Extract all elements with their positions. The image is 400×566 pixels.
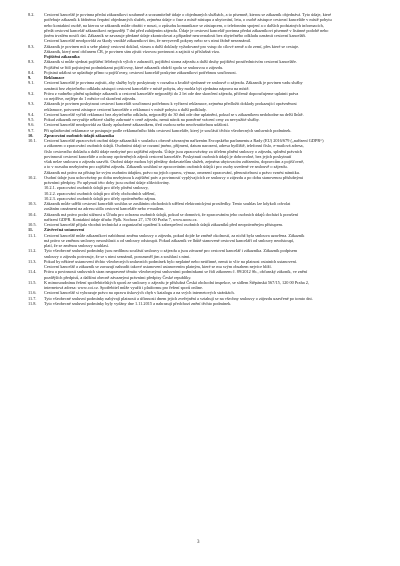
clause-text-line: Zákazník má právo podat stížnost u Úřadu pro ochranu osobních údajů, pokud se domnívá, že zpracováním jeho osobních údajů dochází k porušení — [44, 211, 299, 217]
clause-number: 10.5. — [28, 222, 37, 227]
clause-text-line: však nelze smlouvu o zájezdu uzavřít. Osobní údaje mohou být předány dodavatelům služeb, zejména ubytovacím zařízením, dopravcům a pojišťovně, — [44, 159, 305, 164]
clause-text-line: Práva a povinnosti smluvních stran neupravené těmito všeobecnými smluvními podmínkami se řídí zákonem č. 89/2012 Sb., občanský zákoník, ve znění — [44, 269, 308, 275]
clause-number: 9.5. — [28, 117, 35, 122]
clause-text-line: a zákonem o zpracování osobních údajů. Osobními údaji se rozumí jméno, příjmení, datum narození, adresa bydliště, telefonní číslo, e-mailová adresa, — [44, 143, 304, 149]
clause-number: 11.3. — [28, 258, 37, 264]
clause-number: 11.2. — [28, 248, 37, 254]
clause-text-line: Zákazník má právo na přístup ke svým osobním údajům, právo na jejich opravu, výmaz, omezení zpracování, přenositelnost a právo vznést námitku. — [44, 169, 300, 175]
clause-number: 9.4. — [28, 111, 35, 117]
clause-text-line: Tyto všeobecné smluvní podmínky byly vydány dne 1.11.2015 a nahrazují předchozí znění těchto podmínek. — [44, 300, 232, 306]
clause-text-line: platí, že se změnou smlouvy souhlasí. — [44, 243, 110, 248]
clause-text-line: potřebuje zákazník k řádnému čerpání objednaných služeb, zejména údaje o čase a místě nástupu a ubytování, letu, o osobě zástupce cestovní kanceláře v místě pobytu — [44, 17, 332, 23]
clause-number: 10.4. — [28, 211, 37, 217]
clause-number: 11.1. — [28, 232, 37, 238]
clause-number: 10.2. — [28, 174, 37, 180]
section-heading: Reklamace — [44, 75, 65, 80]
clause-text-line: 10.2.1. zpracování osobních údajů pro účely plnění smlouvy, — [44, 185, 149, 191]
clause-text-line: K mimosoudnímu řešení spotřebitelských sporů ze smlouvy o zájezdu je příslušná Česká obchodní inspekce, se sídlem Štěpánská 567/15, 120 00 Praha 2, — [44, 279, 309, 285]
clause-text-line: Práva z vadného plnění uplatňuje zákazník u cestovní kanceláře nejpozději do 2 let ode dne skončení zájezdu, přičemž doporučujeme uplatnit práva — [44, 90, 299, 96]
clause-number: 11.8. — [28, 300, 37, 306]
section-heading: Pojištění zákazníka — [44, 54, 80, 59]
clause-number: 11.6. — [28, 290, 37, 296]
clause-text-line: Cestovní kancelář neodpovídá za škody vzniklé zákazníkovi tím, že nevyzvedl pokyny nebo se s nimi řádně neseznámil. — [44, 38, 252, 44]
clause-text-line: internetová adresa: www.coi.cz. Spotřebitel může využít i platformu pro řešení sporů online. — [44, 285, 204, 290]
clause-text-line: právními předpisy. Po uplynutí této doby jsou osobní údaje zlikvidovány. — [44, 180, 170, 185]
clause-number: 10.1. — [28, 138, 37, 143]
clause-number: 10.3. — [28, 201, 37, 206]
clause-text-line: Při uplatňování reklamace se postupuje podle reklamačního řádu cestovní kanceláře, který je součástí těchto všeobecných smluvních podmínek. — [44, 127, 292, 133]
clause-text-line: Pojistná událost se uplatňuje přímo u pojišťovny, cestovní kancelář poskytne zákazníkovi potřebnou součinnost. — [44, 69, 237, 75]
clause-text-line: Osobní údaje jsou uchovávány po dobu nezbytnou k zajištění práv a povinností vyplývajících ze smlouvy o zájezdu a po dobu stanovenou příslušnými — [44, 174, 304, 180]
page-number: 3 — [197, 540, 200, 545]
clause-number: 9.6. — [28, 122, 35, 128]
clause-text-line: Zákazník může udělit cestovní kanceláři souhlas se zasíláním obchodních sdělení elektronickými prostředky. Tento souhlas lze kdykoli odvolat — [44, 201, 291, 206]
clause-text-line: Cestovní kancelář a zákazník se zavazují nahradit takové ustanovení ustanovením platným, které se mu svým obsahem nejvíce blíží. — [44, 264, 272, 269]
clause-number: 9.3. — [28, 101, 35, 107]
clause-number: 9.1. — [28, 80, 35, 86]
clause-text-line: Cestovní kancelář je povinna předat zákazníkovi souhrnně a srozumitelně údaje o objednaných službách, a to písemně, kterou se zákazník objednává. Tyto údaje, které — [44, 12, 332, 17]
clause-text-line: Cestovní kancelář zpracovává osobní údaje zákazníků v souladu s obecně závazným nařízením Evropského parlamentu a Rady (EU) 2016/679 („nařízení GDPR“) — [44, 138, 324, 143]
clause-number: 8.4. — [28, 69, 35, 75]
clause-number: 11.7. — [28, 295, 37, 301]
section-heading: Zpracování osobních údajů zákazníka — [44, 132, 115, 138]
clause-text-line: 10.2.2. zpracování osobních údajů pro účely obchodních sdělení, — [44, 190, 156, 196]
clause-text-line: číslo cestovního dokladu a další údaje nezbytné pro zajištění zájezdu. Údaje jsou zpracovávány za účelem plnění smlouvy o zájezdu, splnění právních — [44, 148, 302, 154]
section-heading: Závěrečná ustanovení — [44, 227, 85, 233]
clause-text-line: Cestovní kancelář přijala vhodná technická a organizační opatření k zabezpečení osobních údajů zákazníků před neoprávněným přístupem. — [44, 222, 284, 227]
clause-number: 8.3. — [28, 43, 35, 49]
clause-text-line: co nejdříve, nejlépe do 1 měsíce od skončení zájezdu. — [44, 96, 137, 101]
clause-number: 8.3. — [28, 59, 35, 65]
clause-number: 11.4. — [28, 269, 37, 275]
clause-text-line: jiném trvalém nosiči dat. Zákazník se zavazuje předané údaje zkontrolovat a případné nesrovnalosti bez zbytečného odkladu oznámit cestovní kanceláři. — [44, 33, 307, 38]
clause-text-line: Cestovní kancelář může zákazníkovi nabídnout změnu smlouvy o zájezdu, pokud dojde ke změně okolností, za nichž byla smlouva uzavřena. Zákazník — [44, 232, 305, 238]
clause-text-line: předá cestovní kancelář zákazníkovi nejpozději 7 dní před zahájením zájezdu. Údaje je cestovní kancelář povinna předat zákazníkovi písemně v listinné podobě nebo — [44, 27, 329, 33]
clause-number: 9. — [28, 75, 32, 80]
clause-number: 10. — [28, 132, 34, 138]
clause-number: 8.2. — [28, 12, 35, 17]
clause-text-line: nebo kontaktní osobě, na kterou se zákazník může obrátit v nouzi, o způsobu komunikace se zástupcem, o telefonním spojení a o dalších podstatných informacích, — [44, 22, 324, 28]
clause-text-line: oznámit bez zbytečného odkladu zástupci cestovní kanceláře v místě pobytu, aby mohla být zjednána náprava na místě. — [44, 85, 250, 91]
clause-text-line: Zákazník je povinen mít u sebe platný cestovní doklad, vízum a další doklady vyžadované pro vstup do cílové země a do zemí, přes které se cestuje. — [44, 43, 300, 49]
clause-text-line: Tyto všeobecné smluvní podmínky jsou nedílnou součástí smlouvy o zájezdu a jsou závazné pro cestovní kancelář i zákazníka. Zákazník podpisem — [44, 248, 298, 254]
clause-text-line: pozdějších předpisů, a dalšími obecně závaznými právními předpisy České republiky. — [44, 274, 192, 280]
clause-number: 11. — [28, 227, 34, 233]
clause-text-line: má právo se změnou smlouvy nesouhlasit a od smlouvy odstoupit. Pokud zákazník ve lhůtě stanovené cestovní kanceláří od smlouvy neodstoupí, — [44, 237, 295, 243]
clause-text-line: povinností cestovní kanceláře a ochrany oprávněných zájmů cestovní kanceláře. Poskytnutí osobních údajů je dobrovolné, bez jejich poskytnutí — [44, 153, 292, 159]
clause-text-line: Pojištění se řídí pojistnými podmínkami pojišťovny, které zákazník obdrží spolu se smlouvou o zájezdu. — [44, 64, 224, 70]
clause-number: 9.2. — [28, 90, 35, 96]
clause-number: 11.5. — [28, 279, 37, 285]
clause-text-line: zasláním oznámení na adresu sídla cestovní kanceláře nebo e-mailem. — [44, 206, 165, 212]
clause-text-line: Cestovní kancelář vyřídí reklamaci bez zbytečného odkladu, nejpozději do 30 dnů ode dne uplatnění, pokud se s zákazníkem nedohodne na delší lhůtě. — [44, 111, 304, 117]
clause-text-line: a to v rozsahu nezbytném pro zajištění zájezdu. Zákazník souhlasí se zpracováním osobních údajů i pro osoby uvedené ve smlouvě o zájezdu. — [44, 164, 288, 170]
clause-text-line: smlouvy o zájezdu potvrzuje, že se s nimi seznámil, porozuměl jim a souhlasí s nimi. — [44, 253, 191, 259]
clause-text-line: nařízení GDPR. Kontaktní údaje úřadu: Pplk. Sochora 27, 170 00 Praha 7, www.uoou.cz. — [44, 216, 198, 222]
clause-text-line: Pokud zákazník nevyužije některé služby zahrnuté v ceně zájezdu, nemá nárok na poměrné vrácení ceny za nevyužité služby. — [44, 117, 260, 122]
clause-text-line: Cestovní kancelář si vyhrazuje právo na opravu tiskových chyb v katalogu a na svých internetových stránkách. — [44, 290, 235, 296]
clause-text-line: Cestovní kancelář je povinna zajistit, aby služby byly poskytnuty v rozsahu a kvalitě sjednané ve smlouvě o zájezdu. Zákazník je povinen vadu služby — [44, 80, 303, 86]
clause-number: 9.7. — [28, 127, 35, 133]
clause-text-line: reklamace, potvrzení zástupce cestovní kanceláře o reklamaci v místě pobytu a další podklady. — [44, 106, 207, 112]
clause-text-line: Zákazník, který není občanem ČR, je povinen sám zjistit vízovou povinnost a zajistit si příslušná víza. — [44, 48, 220, 54]
clause-text-line: Tyto všeobecné smluvní podmínky nabývají platnosti a účinnosti dnem jejich zveřejnění a vztahují se na všechny smlouvy o zájezdu uzavřené po tomto dni. — [44, 295, 313, 301]
clause-text-line: Zákazník je povinen poskytnout cestovní kanceláři součinnost potřebnou k vyřízení reklamace, zejména předložit doklady prokazující oprávněnost — [44, 101, 297, 107]
clause-text-line: Zákazník si může sjednat pojištění léčebných výloh v zahraničí, pojištění storna zájezdu a další druhy pojištění prostřednictvím cestovní kanceláře. — [44, 59, 297, 65]
clause-text-line: Pokud by některé ustanovení těchto všeobecných smluvních podmínek bylo neplatné nebo neúčinné, nemá to vliv na platnost ostatních ustanovení. — [44, 258, 297, 264]
clause-text-line: 10.2.3. zpracování osobních údajů pro účely oprávněného zájmu. — [44, 195, 157, 201]
clause-text-line: Cestovní kancelář neodpovídá za škody způsobené zákazníkem, třetí osobou nebo neodvratitelnou událostí. — [44, 122, 229, 128]
